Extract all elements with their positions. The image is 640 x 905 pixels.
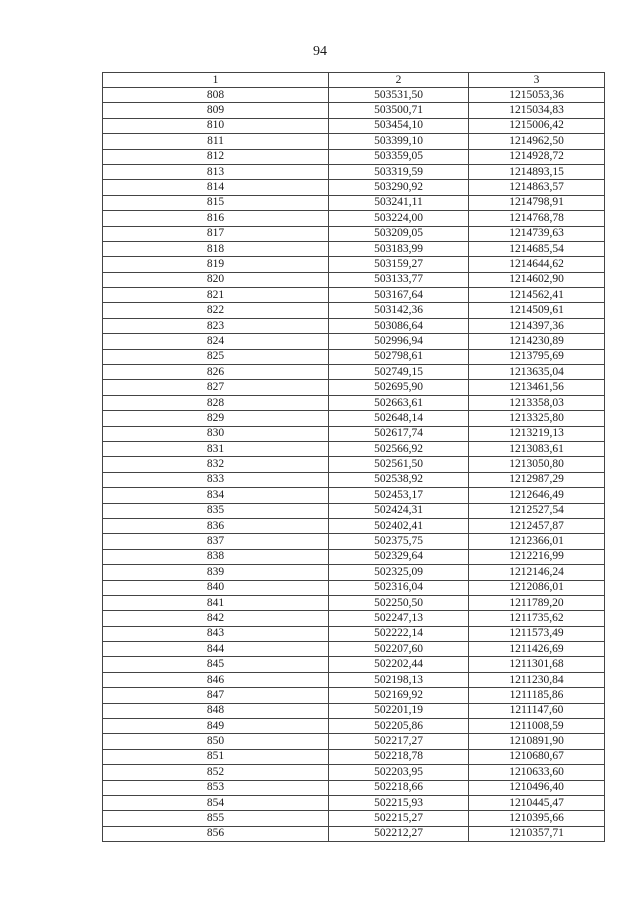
point-number-cell: 816 xyxy=(103,211,329,226)
x-coordinate-cell: 502695,90 xyxy=(329,380,469,395)
table-row xyxy=(103,103,605,118)
y-coordinate-cell: 1210357,71 xyxy=(469,826,605,841)
point-number-cell: 846 xyxy=(103,672,329,687)
point-number-cell: 829 xyxy=(103,411,329,426)
x-coordinate-cell: 502215,27 xyxy=(329,811,469,826)
y-coordinate-cell: 1212216,99 xyxy=(469,549,605,564)
page-number: 94 xyxy=(313,44,327,59)
x-coordinate-cell: 502202,44 xyxy=(329,657,469,672)
table-row xyxy=(103,688,605,703)
y-coordinate-cell: 1211573,49 xyxy=(469,626,605,641)
point-number-cell: 850 xyxy=(103,734,329,749)
table-row xyxy=(103,595,605,610)
x-coordinate-cell: 502561,50 xyxy=(329,457,469,472)
point-number-cell: 843 xyxy=(103,626,329,641)
y-coordinate-cell: 1214397,36 xyxy=(469,318,605,333)
point-number-cell: 818 xyxy=(103,241,329,256)
x-coordinate-cell: 502648,14 xyxy=(329,411,469,426)
y-coordinate-cell: 1212086,01 xyxy=(469,580,605,595)
point-number-cell: 854 xyxy=(103,795,329,810)
y-coordinate-cell: 1214962,50 xyxy=(469,134,605,149)
y-coordinate-cell: 1214509,61 xyxy=(469,303,605,318)
y-coordinate-cell: 1211426,69 xyxy=(469,642,605,657)
table-row xyxy=(103,303,605,318)
y-coordinate-cell: 1215034,83 xyxy=(469,103,605,118)
point-number-cell: 827 xyxy=(103,380,329,395)
y-coordinate-cell: 1211147,60 xyxy=(469,703,605,718)
table-row xyxy=(103,503,605,518)
point-number-cell: 856 xyxy=(103,826,329,841)
table-row xyxy=(103,749,605,764)
point-number-cell: 838 xyxy=(103,549,329,564)
x-coordinate-cell: 503399,10 xyxy=(329,134,469,149)
y-coordinate-cell: 1214230,89 xyxy=(469,334,605,349)
table-body xyxy=(103,88,605,842)
table-row xyxy=(103,441,605,456)
point-number-cell: 833 xyxy=(103,472,329,487)
point-number-cell: 820 xyxy=(103,272,329,287)
x-coordinate-cell: 502250,50 xyxy=(329,595,469,610)
table-row xyxy=(103,611,605,626)
table-row xyxy=(103,719,605,734)
x-coordinate-cell: 502207,60 xyxy=(329,642,469,657)
table-row xyxy=(103,211,605,226)
table-row xyxy=(103,765,605,780)
point-number-cell: 851 xyxy=(103,749,329,764)
y-coordinate-cell: 1215053,36 xyxy=(469,88,605,103)
point-number-cell: 855 xyxy=(103,811,329,826)
column-header-3: 3 xyxy=(469,73,605,88)
table-row xyxy=(103,580,605,595)
y-coordinate-cell: 1211185,86 xyxy=(469,688,605,703)
table-row xyxy=(103,195,605,210)
table-row xyxy=(103,426,605,441)
point-number-cell: 831 xyxy=(103,441,329,456)
table-row xyxy=(103,88,605,103)
x-coordinate-cell: 502198,13 xyxy=(329,672,469,687)
point-number-cell: 808 xyxy=(103,88,329,103)
x-coordinate-cell: 502218,78 xyxy=(329,749,469,764)
table-row xyxy=(103,411,605,426)
y-coordinate-cell: 1214893,15 xyxy=(469,164,605,179)
x-coordinate-cell: 502218,66 xyxy=(329,780,469,795)
y-coordinate-cell: 1212646,49 xyxy=(469,488,605,503)
table-row xyxy=(103,565,605,580)
table-row xyxy=(103,642,605,657)
x-coordinate-cell: 502749,15 xyxy=(329,365,469,380)
point-number-cell: 815 xyxy=(103,195,329,210)
y-coordinate-cell: 1213635,04 xyxy=(469,365,605,380)
table-row xyxy=(103,534,605,549)
y-coordinate-cell: 1211789,20 xyxy=(469,595,605,610)
coordinates-table xyxy=(102,72,605,842)
x-coordinate-cell: 502247,13 xyxy=(329,611,469,626)
y-coordinate-cell: 1213050,80 xyxy=(469,457,605,472)
y-coordinate-cell: 1214798,91 xyxy=(469,195,605,210)
y-coordinate-cell: 1213358,03 xyxy=(469,395,605,410)
x-coordinate-cell: 503133,77 xyxy=(329,272,469,287)
table-row xyxy=(103,272,605,287)
header-row xyxy=(103,73,605,88)
table-row xyxy=(103,472,605,487)
x-coordinate-cell: 503531,50 xyxy=(329,88,469,103)
y-coordinate-cell: 1212146,24 xyxy=(469,565,605,580)
y-coordinate-cell: 1211230,84 xyxy=(469,672,605,687)
x-coordinate-cell: 503359,05 xyxy=(329,149,469,164)
point-number-cell: 813 xyxy=(103,164,329,179)
table-row xyxy=(103,395,605,410)
point-number-cell: 839 xyxy=(103,565,329,580)
y-coordinate-cell: 1214602,90 xyxy=(469,272,605,287)
y-coordinate-cell: 1212527,54 xyxy=(469,503,605,518)
x-coordinate-cell: 502996,94 xyxy=(329,334,469,349)
table-row xyxy=(103,488,605,503)
table-row xyxy=(103,226,605,241)
table-row xyxy=(103,349,605,364)
table-row xyxy=(103,241,605,256)
table-row xyxy=(103,518,605,533)
point-number-cell: 822 xyxy=(103,303,329,318)
point-number-cell: 810 xyxy=(103,118,329,133)
x-coordinate-cell: 502329,64 xyxy=(329,549,469,564)
x-coordinate-cell: 502222,14 xyxy=(329,626,469,641)
x-coordinate-cell: 503183,99 xyxy=(329,241,469,256)
point-number-cell: 837 xyxy=(103,534,329,549)
point-number-cell: 848 xyxy=(103,703,329,718)
x-coordinate-cell: 502566,92 xyxy=(329,441,469,456)
y-coordinate-cell: 1214562,41 xyxy=(469,288,605,303)
y-coordinate-cell: 1213325,80 xyxy=(469,411,605,426)
x-coordinate-cell: 502203,95 xyxy=(329,765,469,780)
y-coordinate-cell: 1214739,63 xyxy=(469,226,605,241)
point-number-cell: 819 xyxy=(103,257,329,272)
point-number-cell: 812 xyxy=(103,149,329,164)
y-coordinate-cell: 1213083,61 xyxy=(469,441,605,456)
point-number-cell: 821 xyxy=(103,288,329,303)
x-coordinate-cell: 502375,75 xyxy=(329,534,469,549)
x-coordinate-cell: 502538,92 xyxy=(329,472,469,487)
point-number-cell: 825 xyxy=(103,349,329,364)
x-coordinate-cell: 502217,27 xyxy=(329,734,469,749)
point-number-cell: 841 xyxy=(103,595,329,610)
point-number-cell: 809 xyxy=(103,103,329,118)
point-number-cell: 817 xyxy=(103,226,329,241)
y-coordinate-cell: 1214863,57 xyxy=(469,180,605,195)
x-coordinate-cell: 502215,93 xyxy=(329,795,469,810)
y-coordinate-cell: 1212366,01 xyxy=(469,534,605,549)
y-coordinate-cell: 1214644,62 xyxy=(469,257,605,272)
y-coordinate-cell: 1211008,59 xyxy=(469,719,605,734)
table-row xyxy=(103,657,605,672)
point-number-cell: 840 xyxy=(103,580,329,595)
y-coordinate-cell: 1213219,13 xyxy=(469,426,605,441)
table-row xyxy=(103,457,605,472)
point-number-cell: 847 xyxy=(103,688,329,703)
table-row xyxy=(103,672,605,687)
table-row xyxy=(103,334,605,349)
table-row xyxy=(103,180,605,195)
y-coordinate-cell: 1211301,68 xyxy=(469,657,605,672)
point-number-cell: 828 xyxy=(103,395,329,410)
y-coordinate-cell: 1214768,78 xyxy=(469,211,605,226)
y-coordinate-cell: 1215006,42 xyxy=(469,118,605,133)
x-coordinate-cell: 502798,61 xyxy=(329,349,469,364)
x-coordinate-cell: 503142,36 xyxy=(329,303,469,318)
x-coordinate-cell: 502453,17 xyxy=(329,488,469,503)
point-number-cell: 814 xyxy=(103,180,329,195)
x-coordinate-cell: 502169,92 xyxy=(329,688,469,703)
table-row xyxy=(103,365,605,380)
y-coordinate-cell: 1213461,56 xyxy=(469,380,605,395)
point-number-cell: 852 xyxy=(103,765,329,780)
x-coordinate-cell: 502201,19 xyxy=(329,703,469,718)
x-coordinate-cell: 503159,27 xyxy=(329,257,469,272)
table-row xyxy=(103,734,605,749)
table-row xyxy=(103,795,605,810)
x-coordinate-cell: 502316,04 xyxy=(329,580,469,595)
y-coordinate-cell: 1212987,29 xyxy=(469,472,605,487)
table-row xyxy=(103,118,605,133)
point-number-cell: 836 xyxy=(103,518,329,533)
point-number-cell: 844 xyxy=(103,642,329,657)
column-header-1: 1 xyxy=(103,73,329,88)
point-number-cell: 824 xyxy=(103,334,329,349)
x-coordinate-cell: 503319,59 xyxy=(329,164,469,179)
table-row xyxy=(103,626,605,641)
y-coordinate-cell: 1213795,69 xyxy=(469,349,605,364)
table-row xyxy=(103,288,605,303)
y-coordinate-cell: 1212457,87 xyxy=(469,518,605,533)
y-coordinate-cell: 1210680,67 xyxy=(469,749,605,764)
x-coordinate-cell: 502205,86 xyxy=(329,719,469,734)
x-coordinate-cell: 502617,74 xyxy=(329,426,469,441)
point-number-cell: 835 xyxy=(103,503,329,518)
table-row xyxy=(103,134,605,149)
point-number-cell: 849 xyxy=(103,719,329,734)
table-row xyxy=(103,826,605,841)
x-coordinate-cell: 503224,00 xyxy=(329,211,469,226)
y-coordinate-cell: 1210891,90 xyxy=(469,734,605,749)
y-coordinate-cell: 1210496,40 xyxy=(469,780,605,795)
point-number-cell: 853 xyxy=(103,780,329,795)
x-coordinate-cell: 503454,10 xyxy=(329,118,469,133)
table-row xyxy=(103,549,605,564)
point-number-cell: 811 xyxy=(103,134,329,149)
x-coordinate-cell: 502663,61 xyxy=(329,395,469,410)
point-number-cell: 830 xyxy=(103,426,329,441)
y-coordinate-cell: 1210445,47 xyxy=(469,795,605,810)
table-row xyxy=(103,257,605,272)
x-coordinate-cell: 502402,41 xyxy=(329,518,469,533)
point-number-cell: 834 xyxy=(103,488,329,503)
x-coordinate-cell: 502424,31 xyxy=(329,503,469,518)
table-row xyxy=(103,780,605,795)
x-coordinate-cell: 502325,09 xyxy=(329,565,469,580)
point-number-cell: 842 xyxy=(103,611,329,626)
table-row xyxy=(103,318,605,333)
x-coordinate-cell: 503209,05 xyxy=(329,226,469,241)
table-row xyxy=(103,380,605,395)
x-coordinate-cell: 503086,64 xyxy=(329,318,469,333)
point-number-cell: 845 xyxy=(103,657,329,672)
x-coordinate-cell: 502212,27 xyxy=(329,826,469,841)
table-row xyxy=(103,164,605,179)
point-number-cell: 826 xyxy=(103,365,329,380)
x-coordinate-cell: 503241,11 xyxy=(329,195,469,210)
y-coordinate-cell: 1210633,60 xyxy=(469,765,605,780)
table-row xyxy=(103,149,605,164)
y-coordinate-cell: 1210395,66 xyxy=(469,811,605,826)
column-header-2: 2 xyxy=(329,73,469,88)
x-coordinate-cell: 503167,64 xyxy=(329,288,469,303)
y-coordinate-cell: 1211735,62 xyxy=(469,611,605,626)
point-number-cell: 832 xyxy=(103,457,329,472)
x-coordinate-cell: 503290,92 xyxy=(329,180,469,195)
point-number-cell: 823 xyxy=(103,318,329,333)
table-row xyxy=(103,703,605,718)
table-row xyxy=(103,811,605,826)
y-coordinate-cell: 1214928,72 xyxy=(469,149,605,164)
y-coordinate-cell: 1214685,54 xyxy=(469,241,605,256)
x-coordinate-cell: 503500,71 xyxy=(329,103,469,118)
